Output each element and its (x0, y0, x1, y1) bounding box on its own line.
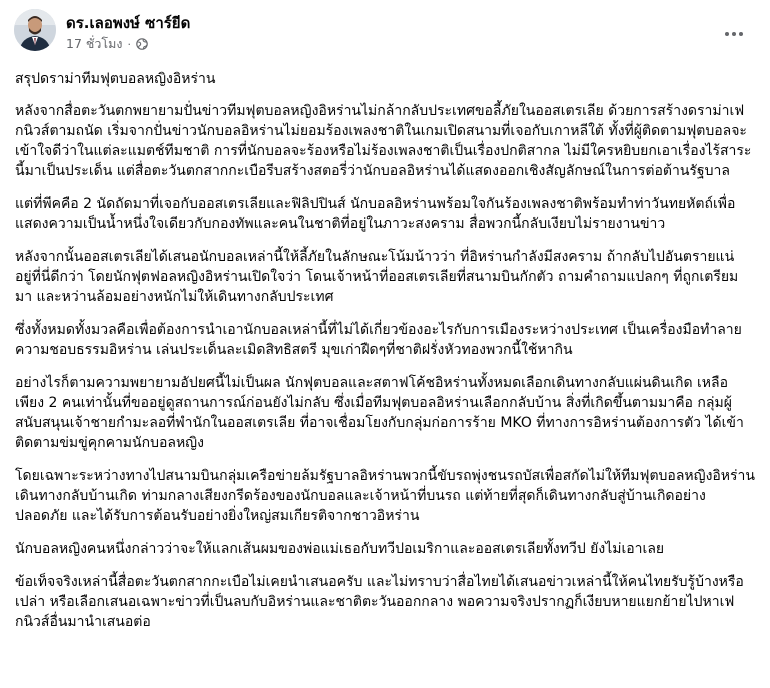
post-paragraph: ข้อเท็จจริงเหล่านี้สื่อตะวันตกสากกะเบือไม่เคยนำเสนอครับ และไม่ทราบว่าสื่อไทยได้เสนอข่าวเหล่านี้ให้คนไทยรับรู้บ้างหรือเปล่า หรือเลือกเสนอเฉพาะข่าวที่เป็นลบกับอิหร่านและชาติตะวันออกกลาง พอความจริงปรากฏก็เงียบหายแยกย้ายไปหาเฟกนิวส์อื่นมานำเสนอต่อ (15, 574, 744, 630)
post-body (15, 69, 755, 645)
author-avatar[interactable] (14, 9, 56, 51)
globe-icon[interactable] (136, 38, 148, 50)
post-paragraph: อย่างไรก็ตามความพยายามอัปยศนี้ไม่เป็นผล นักฟุตบอลและสตาฟโค้ชอิหร่านทั้งหมดเลือกเดินทางกลับแผ่นดินเกิด เหลือเพียง 2 คนเท่านั้นที่ขออยู่ดูสถานการณ์ก่อนยังไม่กลับ ซึ่งเมื่อทีมฟุตบอลอิหร่านเลือกกลับบ้าน สิ่งที่เกิดขึ้นตามมาคือ กลุ่มผู้สนับสนุนเจ้าชายกำมะลอที่พำนักในออสเตรเลีย ที่อาจเชื่อมโยงกับกลุ่มก่อการร้าย MKO ที่ทางการอิหร่านต้องการตัว ได้เข้าติดตามข่มขู่คุกคามนักบอลหญิง (15, 375, 744, 451)
more-options-icon (724, 22, 744, 41)
post-paragraph: หลังจากสื่อตะวันตกพยายามปั่นข่าวทีมฟุตบอลหญิงอิหร่านไม่กล้ากลับประเทศขอลี้ภัยในออสเตรเลีย ด้วยการสร้างดราม่าเฟกนิวส์ตามถนัด เริ่มจากปั่นข่าวนักบอลอิหร่านไม่ยอมร้องเพลงชาติในเกมเปิดสนามที่เจอกับเกาหลีใต้ ทั้งที่ผู้ติดตามฟุตบอลจะเข้าใจดีว่าในแต่ละแมตช์ทีมชาติ การที่นักบอลจะร้องหรือไม่ร้องเพลงชาติเป็นเรื่องปกติสากล ไม่มีใครหยิบยกเอาเรื่องไร้สาระนี้มาเป็นประเด็น แต่สื่อตะวันตกสากกะเบือรีบสร้างสตอรี่ว่านักบอลอิหร่านได้แสดงออกเชิงสัญลักษณ์ในการต่อต้านรัฐบาล (15, 103, 752, 179)
author-name[interactable]: ดร.เลอพงษ์ ซาร์ยีด (66, 14, 191, 32)
post-meta (66, 34, 148, 54)
post-paragraph: หลังจากนั้นออสเตรเลียได้เสนอนักบอลเหล่านี้ให้ลี้ภัยในลักษณะโน้มน้าวว่า ที่อิหร่านกำลังมีสงคราม ถ้ากลับไปอันตรายแน่ อยู่ที่นี่ดีกว่า โดยนักฟุตฟอลหญิงอิหร่านเปิดใจว่า โดนเจ้าหน้าที่ออสเตรเลียที่สนามบินกักตัว ถามคำถามแปลกๆ ที่ถูกเตรียมมา และหว่านล้อมอย่างหนักไม่ให้เดินทางกลับประเทศ (15, 249, 739, 305)
meta-separator: · (127, 37, 131, 51)
more-options-button[interactable] (716, 13, 752, 49)
post-timestamp[interactable]: 17 ชั่วโมง (66, 36, 123, 51)
post-paragraph: สรุปดราม่าทีมฟุตบอลหญิงอิหร่าน (15, 71, 216, 87)
post-paragraph: โดยเฉพาะระหว่างทางไปสนามบินกลุ่มเครือข่ายล้มรัฐบาลอิหร่านพวกนี้ขับรถพุ่งชนรถบัสเพื่อสกัดไม่ให้ทีมฟุตบอลหญิงอิหร่านเดินทางกลับบ้านเกิด ท่ามกลางเสียงกรีดร้องของนักบอลและเจ้าหน้าที่บนรถ แต่ท้ายที่สุดก็เดินทางกลับสู่บ้านเกิดอย่างปลอดภัย และได้รับการต้อนรับอย่างยิ่งใหญ่สมเกียรติจากชาวอิหร่าน (15, 468, 755, 524)
post-paragraph: ซึ่งทั้งหมดทั้งมวลคือเพื่อต้องการนำเอานักบอลเหล่านี้ที่ไม่ได้เกี่ยวข้องอะไรกับการเมืองระหว่างประเทศ เป็นเครื่องมือทำลายความชอบธรรมอิหร่าน เล่นประเด็นละเมิดสิทธิสตรี มุขเก่าฝืดๆที่ชาติฝรั่งหัวทองพวกนี้ใช้หากิน (15, 322, 742, 358)
post-paragraph: แต่ที่พีคคือ 2 นัดถัดมาที่เจอกับออสเตรเลียและฟิลิปปินส์ นักบอลอิหร่านพร้อมใจกันร้องเพลงชาติพร้อมทำท่าวันทยหัตถ์เพื่อแสดงความเป็นน้ำหนึ่งใจเดียวกับกองทัพและคนในชาติที่อยู่ในภาวะสงคราม สื่อพวกนี้กลับเงียบไม่รายงานข่าว (15, 196, 736, 232)
post-paragraph: นักบอลหญิงคนหนึ่งกล่าวว่าจะให้แลกเส้นผมของพ่อแม่เธอกับทวีปอเมริกาและออสเตรเลียทั้งทวีป ยังไม่เอาเลย (15, 541, 665, 557)
post-header (14, 9, 756, 59)
